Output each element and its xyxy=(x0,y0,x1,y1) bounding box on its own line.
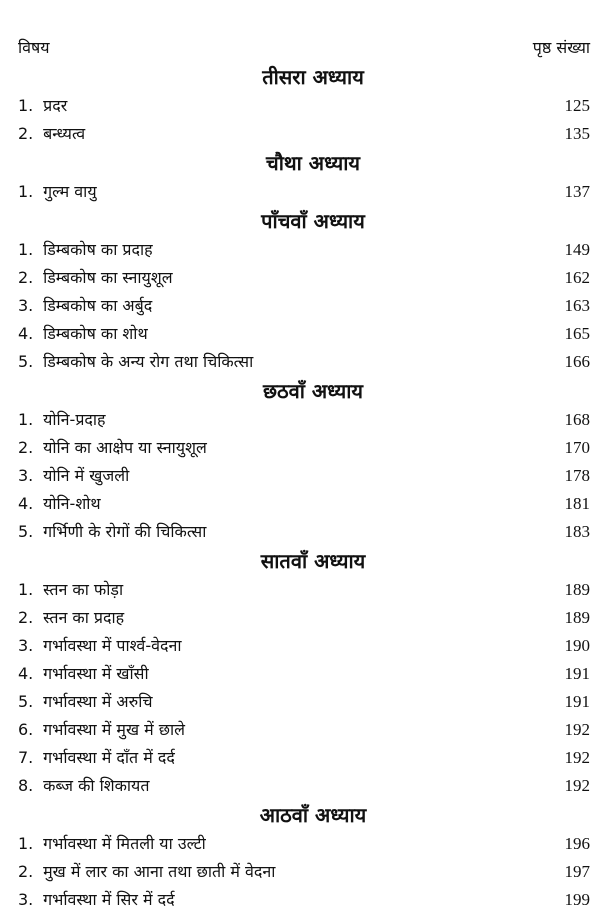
toc-entry xyxy=(18,660,590,688)
toc-entry-text xyxy=(18,120,85,148)
toc-entry-page-number: 190 xyxy=(564,636,590,655)
toc-entry xyxy=(18,292,590,320)
toc-entry-label: योनि-प्रदाह xyxy=(43,410,106,429)
toc-entry-page-number: 191 xyxy=(564,664,590,683)
toc-entry-text xyxy=(18,660,149,688)
toc-entry-number: 7. xyxy=(18,748,34,767)
toc-entry-page-number: 165 xyxy=(564,324,590,343)
toc-entry xyxy=(18,830,590,858)
toc-entry-number: 5. xyxy=(18,692,34,711)
toc-entry-text xyxy=(18,178,97,206)
toc-entry-label: गर्भावस्था में अरुचि xyxy=(43,692,153,711)
toc-entry xyxy=(18,490,590,518)
toc-entry xyxy=(18,858,590,886)
toc-entry-text xyxy=(18,320,148,348)
chapter-title: पाँचवाँ अध्याय xyxy=(261,209,365,233)
toc-entry-page-number: 199 xyxy=(564,890,590,909)
toc-entry-page-number: 189 xyxy=(564,608,590,627)
toc-entry-number: 6. xyxy=(18,720,34,739)
toc-entry-label: गर्भावस्था में खाँसी xyxy=(43,664,149,683)
chapter-title: आठवाँ अध्याय xyxy=(259,803,367,827)
toc-entry-label: बन्ध्यत्व xyxy=(43,124,86,143)
toc-entry-text xyxy=(18,632,182,660)
toc-header xyxy=(18,34,590,62)
toc-entry-page-number: 168 xyxy=(564,410,590,429)
toc-entry-page-number: 197 xyxy=(564,862,590,881)
toc-entry-number: 3. xyxy=(18,890,34,909)
toc-entry-text xyxy=(18,490,101,518)
toc-entry xyxy=(18,462,590,490)
toc-entry xyxy=(18,348,590,376)
toc-entry-label: मुख में लार का आना तथा छाती में वेदना xyxy=(43,862,276,881)
toc-entry-text xyxy=(18,688,153,716)
chapter-title: सातवाँ अध्याय xyxy=(260,549,366,573)
toc-entry-text xyxy=(18,264,173,292)
toc-entry xyxy=(18,518,590,546)
toc-entry-label: प्रदर xyxy=(43,96,68,115)
toc-entry xyxy=(18,92,590,120)
toc-entry-number: 2. xyxy=(18,608,34,627)
toc-entry-text xyxy=(18,92,67,120)
toc-entry-page-number: 192 xyxy=(564,720,590,739)
toc-entry-text xyxy=(18,830,206,858)
toc-entry-page-number: 196 xyxy=(564,834,590,853)
toc-entry-page-number: 137 xyxy=(564,182,590,201)
toc-entry xyxy=(18,744,590,772)
toc-entry xyxy=(18,236,590,264)
toc-entry-page-number: 191 xyxy=(564,692,590,711)
toc-entry xyxy=(18,178,590,206)
toc-entry-page-number: 181 xyxy=(564,494,590,513)
toc-entry-label: कब्ज की शिकायत xyxy=(43,776,150,795)
toc-entry-page-number: 163 xyxy=(564,296,590,315)
toc-entry-number: 4. xyxy=(18,324,34,343)
toc-entry-number: 4. xyxy=(18,664,34,683)
toc-entry-number: 4. xyxy=(18,494,34,513)
toc-entry-number: 8. xyxy=(18,776,34,795)
toc-entry-text xyxy=(18,858,275,886)
toc-entry-label: गर्भावस्था में सिर में दर्द xyxy=(43,890,175,909)
toc-entry-text xyxy=(18,292,152,320)
toc-entry xyxy=(18,772,590,800)
toc-entry-text xyxy=(18,462,129,490)
toc-entry-number: 1. xyxy=(18,834,34,853)
toc-entry-number: 1. xyxy=(18,182,34,201)
toc-entry-text xyxy=(18,348,253,376)
toc-entry-number: 1. xyxy=(18,240,34,259)
toc-entry-number: 2. xyxy=(18,124,34,143)
toc-entry-number: 5. xyxy=(18,522,34,541)
toc-entry-text xyxy=(18,772,149,800)
toc-entry xyxy=(18,264,590,292)
toc-entry-number: 1. xyxy=(18,580,34,599)
toc-entry-label: गर्भावस्था में पार्श्व-वेदना xyxy=(43,636,182,655)
toc-entry-page-number: 125 xyxy=(564,96,590,115)
toc-entry-text xyxy=(18,518,206,546)
toc-entry xyxy=(18,886,590,914)
toc-entry-label: गर्भावस्था में मुख में छाले xyxy=(43,720,186,739)
toc-entry xyxy=(18,576,590,604)
toc-entry-label: गर्भिणी के रोगों की चिकित्सा xyxy=(43,522,207,541)
toc-entry-text xyxy=(18,604,124,632)
toc-entry-label: डिम्बकोष का शोथ xyxy=(43,324,148,343)
toc-entry-text xyxy=(18,744,175,772)
toc-entry-label: गुल्म वायु xyxy=(43,182,97,201)
toc-entry-label: गर्भावस्था में मितली या उल्टी xyxy=(43,834,206,853)
toc-entry-label: स्तन का फोड़ा xyxy=(43,580,124,599)
toc-entry-text xyxy=(18,576,123,604)
toc-entry-text xyxy=(18,716,185,744)
toc-entry-number: 3. xyxy=(18,296,34,315)
chapter-title: चौथा अध्याय xyxy=(266,151,360,175)
toc-entry-page-number: 166 xyxy=(564,352,590,371)
toc-entry xyxy=(18,406,590,434)
toc-entry-number: 2. xyxy=(18,862,34,881)
toc-entry xyxy=(18,434,590,462)
toc-entry-label: योनि में खुजली xyxy=(43,466,130,485)
toc-entry-number: 3. xyxy=(18,636,34,655)
toc-entry-label: डिम्बकोष का प्रदाह xyxy=(43,240,153,259)
toc-entry-label: गर्भावस्था में दाँत में दर्द xyxy=(43,748,175,767)
toc-entry-page-number: 189 xyxy=(564,580,590,599)
toc-entry-page-number: 162 xyxy=(564,268,590,287)
toc-entry-number: 1. xyxy=(18,410,34,429)
toc-entry-text xyxy=(18,434,207,462)
chapter-title: छठवाँ अध्याय xyxy=(262,379,364,403)
toc-entry-label: डिम्बकोष के अन्य रोग तथा चिकित्सा xyxy=(43,352,254,371)
toc-entry-text xyxy=(18,236,153,264)
toc-entry-label: डिम्बकोष का स्नायुशूल xyxy=(43,268,173,287)
toc-entry-number: 3. xyxy=(18,466,34,485)
toc-entry xyxy=(18,716,590,744)
toc-entry-page-number: 183 xyxy=(564,522,590,541)
toc-entry-text xyxy=(18,406,106,434)
toc-entry xyxy=(18,120,590,148)
toc-entry-number: 5. xyxy=(18,352,34,371)
toc-entry-page-number: 170 xyxy=(564,438,590,457)
toc-entry xyxy=(18,632,590,660)
toc-entry-number: 2. xyxy=(18,268,34,287)
toc-entry-label: योनि-शोथ xyxy=(43,494,101,513)
page-number-column-label: पृष्ठ संख्या xyxy=(532,38,590,57)
toc-entry-number: 2. xyxy=(18,438,34,457)
chapter-title: तीसरा अध्याय xyxy=(262,65,364,89)
toc-entry-label: डिम्बकोष का अर्बुद xyxy=(43,296,153,315)
toc-entry-page-number: 149 xyxy=(564,240,590,259)
toc-entry-label: स्तन का प्रदाह xyxy=(43,608,125,627)
subject-column-label: विषय xyxy=(18,38,50,57)
toc-list xyxy=(18,62,590,914)
toc-entry-page-number: 178 xyxy=(564,466,590,485)
toc-entry-page-number: 192 xyxy=(564,776,590,795)
toc-entry-label: योनि का आक्षेप या स्नायुशूल xyxy=(43,438,207,457)
toc-entry-text xyxy=(18,886,175,914)
toc-entry-number: 1. xyxy=(18,96,34,115)
toc-entry xyxy=(18,688,590,716)
toc-entry xyxy=(18,604,590,632)
toc-entry-page-number: 135 xyxy=(564,124,590,143)
toc-entry xyxy=(18,320,590,348)
toc-entry-page-number: 192 xyxy=(564,748,590,767)
